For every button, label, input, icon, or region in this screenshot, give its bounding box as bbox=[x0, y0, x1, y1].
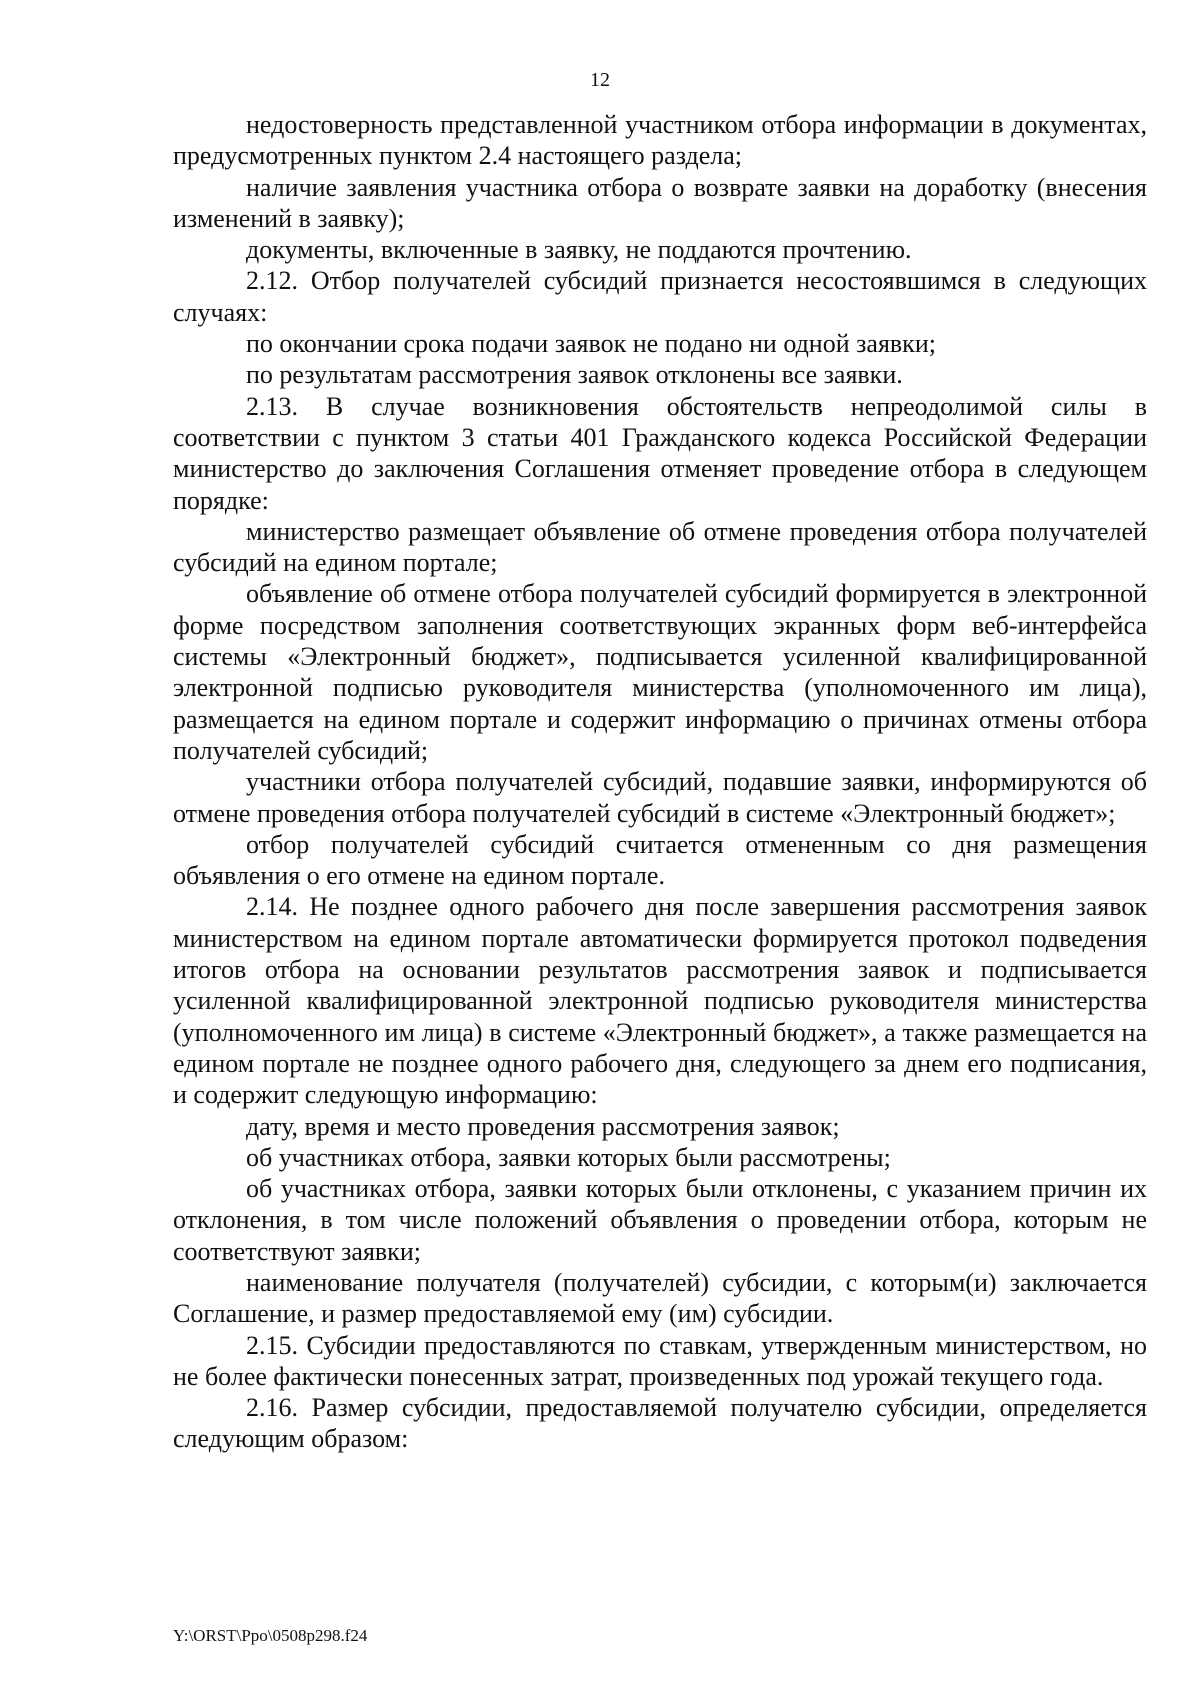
paragraph: 2.16. Размер субсидии, предоставляемой получателю субсидии, определяется следующим образом: bbox=[173, 1393, 1147, 1454]
paragraph: министерство размещает объявление об отмене проведения отбора получателей субсидий на едином портале; bbox=[173, 516, 1147, 578]
paragraph: 2.15. Субсидии предоставляются по ставкам, утвержденным министерством, но не более фактически понесенных затрат, произведенных под урожай текущего года. bbox=[173, 1330, 1147, 1391]
paragraph: об участниках отбора, заявки которых были отклонены, с указанием причин их отклонения, в том числе положений объявления о проведении отбора, которым не соответствуют заявки; bbox=[173, 1174, 1147, 1266]
paragraph: документы, включенные в заявку, не поддаются прочтению. bbox=[246, 235, 912, 265]
paragraph: участники отбора получателей субсидий, подавшие заявки, информируются об отмене проведения отбора получателей субсидий в системе «Электронный бюджет»; bbox=[173, 767, 1147, 828]
paragraph: отбор получателей субсидий считается отмененным со дня размещения объявления о его отмене на едином портале. bbox=[173, 829, 1147, 891]
paragraph: по результатам рассмотрения заявок отклонены все заявки. bbox=[246, 360, 903, 390]
paragraph: об участниках отбора, заявки которых были рассмотрены; bbox=[246, 1142, 891, 1172]
document-body bbox=[173, 109, 1147, 1455]
paragraph: недостоверность представленной участником отбора информации в документах, предусмотренных пунктом 2.4 настоящего раздела; bbox=[173, 110, 1147, 171]
footer-file-path: Y:\ORST\Ppo\0508p298.f24 bbox=[173, 1626, 368, 1645]
paragraph: по окончании срока подачи заявок не подано ни одной заявки; bbox=[246, 329, 936, 359]
paragraph: наличие заявления участника отбора о возврате заявки на доработку (внесения изменений в заявку); bbox=[173, 172, 1147, 233]
paragraph: наименование получателя (получателей) субсидии, с которым(и) заключается Соглашение, и размер предоставляемой ему (им) субсидии. bbox=[173, 1267, 1147, 1329]
paragraph: 2.13. В случае возникновения обстоятельств непреодолимой силы в соответствии с пунктом 3 статьи 401 Гражданского кодекса Российской Федерации министерство до заключения Соглашения отменяет проведение отбора в следующем порядке: bbox=[173, 391, 1147, 515]
paragraph: 2.12. Отбор получателей субсидий признается несостоявшимся в следующих случаях: bbox=[173, 266, 1147, 327]
paragraph: 2.14. Не позднее одного рабочего дня после завершения рассмотрения заявок министерством на едином портале автоматически формируется протокол подведения итогов отбора на основании результатов рассмотрения заявок и подписывается усиленной квалифицированной электронной подписью руководителя министерства (уполномоченного им лица) в системе «Электронный бюджет», а также размещается на едином портале не позднее одного рабочего дня, следующего за днем его подписания, и содержит следующую информацию: bbox=[173, 892, 1147, 1110]
paragraph: дату, время и место проведения рассмотрения заявок; bbox=[246, 1111, 840, 1141]
page-number: 12 bbox=[590, 69, 610, 91]
paragraph: объявление об отмене отбора получателей субсидий формируется в электронной форме посредством заполнения соответствующих экранных форм веб-интерфейса системы «Электронный бюджет», подписывается усиленной квалифицированной электронной подписью руководителя министерства (уполномоченного им лица), размещается на едином портале и содержит информацию о причинах отмены отбора получателей субсидий; bbox=[173, 579, 1147, 765]
